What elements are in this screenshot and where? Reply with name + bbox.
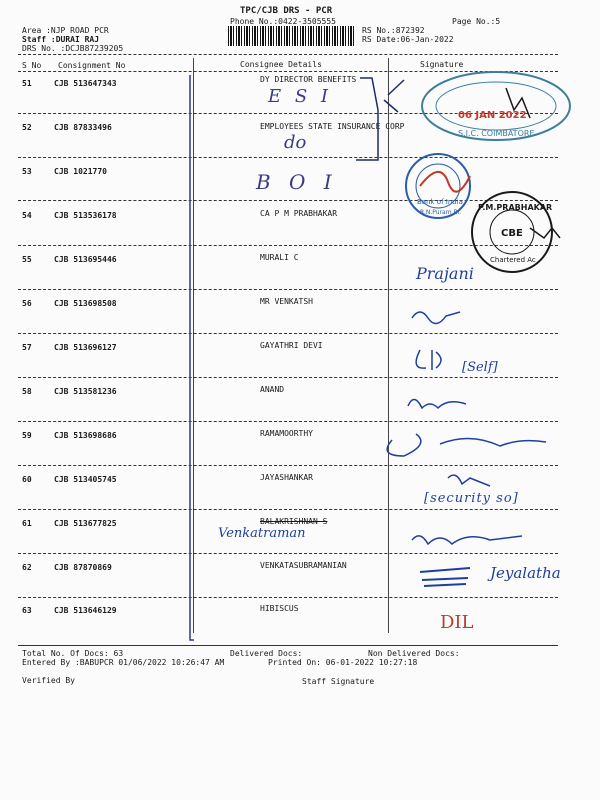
left-bracket-stroke	[190, 75, 194, 640]
ca-stamp-sub: Chartered Ac	[490, 256, 536, 264]
printed-on: Printed On: 06-01-2022 10:27:18	[268, 658, 418, 667]
handwritten-boi: B O I	[256, 170, 338, 194]
row-53-sno: 53	[22, 167, 32, 176]
row-54-consignee: CA P M PRABHAKAR	[260, 209, 338, 218]
handwritten-self: [Self]	[462, 360, 498, 375]
bank-of-india-stamp	[406, 154, 470, 218]
signature-row-62: Jeyalatha	[490, 564, 561, 582]
handwritten-security: [security so]	[424, 491, 519, 506]
signature-row-60	[448, 475, 490, 486]
row-52-consignment: CJB 87833496	[54, 123, 112, 132]
row-51-consignment: CJB 513647343	[54, 79, 117, 88]
delivered-docs: Delivered Docs:	[230, 649, 303, 658]
row-63-sno: 63	[22, 606, 32, 615]
non-delivered-docs: Non Delivered Docs:	[368, 649, 460, 658]
row-56-sno: 56	[22, 299, 32, 308]
ca-stamp-city: CBE	[501, 228, 523, 239]
handwritten-do: do	[284, 132, 307, 153]
phone-number: Phone No.:0422-3505555	[230, 17, 336, 26]
handwritten-venkatraman: Venkatraman	[218, 526, 306, 541]
ca-signature	[530, 228, 560, 238]
signature-row-55: Prajani	[416, 264, 474, 283]
entered-by: Entered By :BABUPCR 01/06/2022 10:26:47 AM	[22, 658, 225, 667]
struck-signature-row-62	[420, 568, 470, 586]
row-54-sno: 54	[22, 211, 32, 220]
row-63-consignment: CJB 513646129	[54, 606, 117, 615]
row-51-consignee: DY DIRECTOR BENEFITS	[260, 75, 357, 84]
row-59-consignment: CJB 513698686	[54, 431, 117, 440]
row-60-sno: 60	[22, 475, 32, 484]
esic-stamp	[422, 72, 570, 140]
signature-row-61	[412, 536, 522, 544]
row-53-consignment: CJB 1021770	[54, 167, 107, 176]
page-number: Page No.:5	[452, 17, 501, 26]
total-docs: Total No. Of Docs: 63	[22, 649, 124, 658]
handwritten-dil: DIL	[440, 612, 474, 633]
row-56-consignment: CJB 513698508	[54, 299, 117, 308]
row-59-sno: 59	[22, 431, 32, 440]
row-58-sno: 58	[22, 387, 32, 396]
signature-row-59	[387, 434, 546, 456]
document-title: TPC/CJB DRS - PCR	[240, 6, 333, 16]
ca-stamp	[472, 192, 560, 272]
row-56-consignee: MR VENKATSH	[260, 297, 313, 306]
bank-stamp-branch: R.N.Puram Br.	[420, 209, 462, 216]
row-54-consignment: CJB 513536178	[54, 211, 117, 220]
row-57-consignee: GAYATHRI DEVI	[260, 341, 323, 350]
row-62-consignee: VENKATASUBRAMANIAN	[260, 561, 347, 570]
row-61-sno: 61	[22, 519, 32, 528]
col-sno: S No	[22, 61, 42, 70]
staff-signature: Staff Signature	[302, 677, 375, 686]
esic-stamp-city: S.I.C. COIMBATORE	[458, 129, 535, 138]
row-58-consignment: CJB 513581236	[54, 387, 117, 396]
bracket-stroke	[356, 78, 378, 160]
row-52-consignee: EMPLOYEES STATE INSURANCE CORP	[260, 122, 405, 131]
bank-signature	[420, 172, 470, 192]
row-62-sno: 62	[22, 563, 32, 572]
bank-stamp-name: Bank of India	[417, 198, 463, 206]
drs-number: DRS No. :DCJB87239205	[22, 44, 124, 53]
row-51-sno: 51	[22, 79, 32, 88]
handwritten-esi: E S I	[268, 86, 333, 107]
row-59-consignee: RAMAMOORTHY	[260, 429, 313, 438]
row-52-sno: 52	[22, 123, 32, 132]
row-57-consignment: CJB 513696127	[54, 343, 117, 352]
verified-by: Verified By	[22, 676, 75, 685]
row-55-sno: 55	[22, 255, 32, 264]
ca-stamp-name: P.M.PRABHAKAR	[478, 203, 553, 212]
col-consignee: Consignee Details	[240, 60, 322, 69]
signature-row-58	[408, 399, 466, 408]
signature-row-57	[416, 350, 441, 370]
staff-label: Staff :DURAI RAJ	[22, 35, 100, 44]
esic-stamp-date: 06 JAN 2022	[458, 110, 527, 121]
row-57-sno: 57	[22, 343, 32, 352]
area-label: Area :NJP ROAD PCR	[22, 26, 109, 35]
row-61-consignee: BALAKRISHNAN S	[260, 517, 328, 526]
row-58-consignee: ANAND	[260, 385, 285, 394]
row-60-consignment: CJB 513405745	[54, 475, 117, 484]
tick-stroke	[384, 80, 404, 112]
col-consignment: Consignment No	[58, 61, 126, 70]
row-61-consignment: CJB 513677825	[54, 519, 117, 528]
row-60-consignee: JAYASHANKAR	[260, 473, 313, 482]
rs-number: RS No.:872392	[362, 26, 425, 35]
signature-row-56	[412, 312, 460, 324]
row-63-consignee: HIBISCUS	[260, 604, 299, 613]
row-62-consignment: CJB 87870869	[54, 563, 112, 572]
row-55-consignment: CJB 513695446	[54, 255, 117, 264]
rs-date: RS Date:06-Jan-2022	[362, 35, 454, 44]
col-signature: Signature	[420, 60, 464, 69]
row-55-consignee: MURALI C	[260, 253, 299, 262]
